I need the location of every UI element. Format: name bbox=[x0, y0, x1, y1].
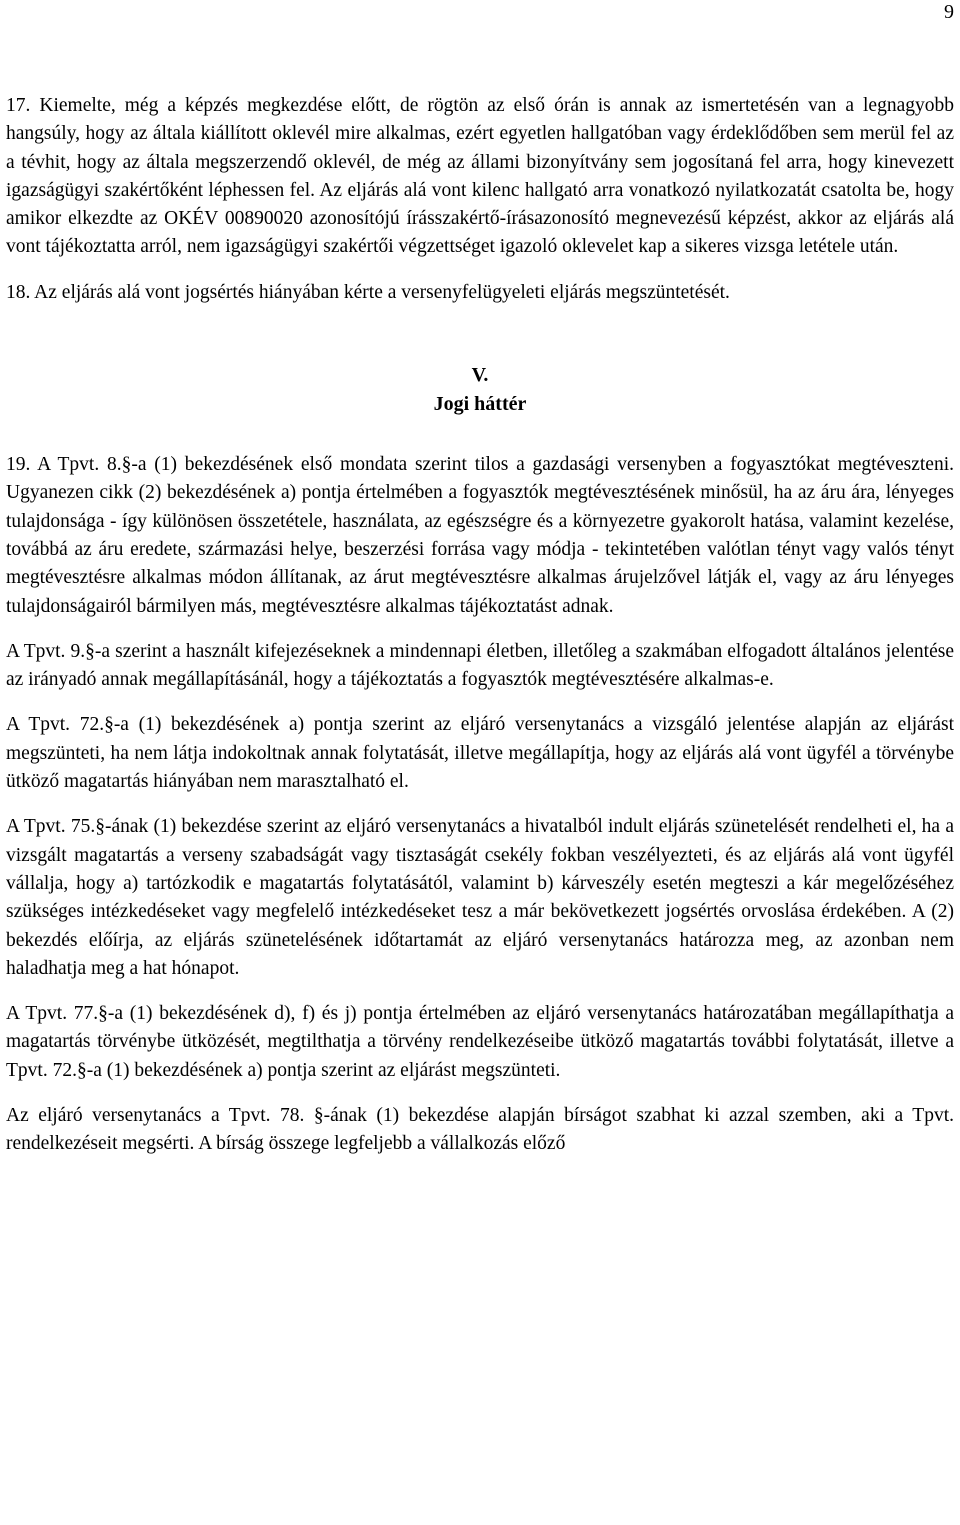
paragraph-tpvt-75: A Tpvt. 75.§-ának (1) bekezdése szerint az eljáró versenytanács a hivatalból indult eljárás szünetelését rendelheti el, ha a vizsgált magatartás a verseny szabadságát vagy tisztaságát csekély fokban veszélyezteti, és az eljárás alá vont ügyfél vállalja, hogy a) tartózkodik e magatartás folytatásától, valamint b) kárveszély esetén megteszi a kár megelőzéséhez szükséges intézkedéseket vagy megfelelő intézkedéseket tesz a már bekövetkezett jogsértés orvoslása érdekében. A (2) bekezdés előírja, az eljárás szünetelésének időtartamát az eljáró versenytanács határozza meg, az azonban nem haladhatja meg a hat hónapot. bbox=[6, 816, 954, 979]
page-number: 9 bbox=[944, 1, 954, 23]
paragraph-tpvt-77: A Tpvt. 77.§-a (1) bekezdésének d), f) és j) pontja értelmében az eljáró versenytanács határozatában megállapíthatja a magatartás törvénybe ütközését, megtilthatja a törvény rendelkezéseibe ütköző magatartás további folytatását, illetve a Tpvt. 72.§-a (1) bekezdésének a) pontja szerint az eljárást megszünteti. bbox=[6, 1003, 954, 1081]
paragraph-tpvt-72: A Tpvt. 72.§-a (1) bekezdésének a) pontja szerint az eljáró versenytanács a vizsgáló jelentése alapján az eljárást megszünteti, ha nem látja indokoltnak annak folytatását, illetve megállapítja, hogy az eljárás alá vont ügyfél a törvénybe ütköző magatartás hiányában nem marasztalható el. bbox=[6, 714, 954, 793]
paragraph-18: 18. Az eljárás alá vont jogsértés hiányában kérte a versenyfelügyeleti eljárás megszüntetését. bbox=[6, 281, 730, 303]
paragraph-17: 17. Kiemelte, még a képzés megkezdése előtt, de rögtön az első órán is annak az ismertetésén van a legnagyobb hangsúly, hogy az általa kiállított oklevél mire alkalmas, ezért egyetlen hallgatóban vagy érdeklődőben sem merül fel az a tévhit, hogy az általa megszerzendő oklevél, de még az állami bizonyítvány sem jogosítaná fel arra, hogy kinevezett igazságügyi szakértőként léphessen fel. Az eljárás alá vont kilenc hallgató arra vonatkozó nyilatkozatát csatolta be, hogy amikor elkezdte az OKÉV 00890020 azonosítójú írásszakértő-írásazonosító megnevezésű képzést, akkor az eljárás alá vont tájékoztatta arról, nem igazságügyi szakértői végzettséget igazoló oklevelet kap a sikeres vizsga letétele után. bbox=[6, 95, 954, 258]
paragraph-tpvt-9: A Tpvt. 9.§-a szerint a használt kifejezéseknek a mindennapi életben, illetőleg a szakmában elfogadott általános jelentése az irányadó annak megállapításánál, hogy a tájékoztatás a fogyasztók megtévesztésére alkalmas-e. bbox=[6, 640, 954, 691]
section-number: V. bbox=[471, 364, 489, 387]
section-heading-block bbox=[6, 361, 954, 419]
section-title: Jogi háttér bbox=[433, 393, 527, 416]
paragraph-tpvt-78: Az eljáró versenytanács a Tpvt. 78. §-ának (1) bekezdése alapján bírságot szabhat ki azzal szemben, aki a Tpvt. rendelkezéseit megsérti. A bírság összege legfeljebb a vállalkozás előző bbox=[6, 1105, 954, 1155]
document-body bbox=[6, 92, 954, 1176]
paragraph-19: 19. A Tpvt. 8.§-a (1) bekezdésének első mondata szerint tilos a gazdasági versenyben a fogyasztókat megtéveszteni. Ugyanezen cikk (2) bekezdésének a) pontja értelmében a fogyasztók megtévesztésének minősül, ha az áru ára, lényeges tulajdonsága - így különösen összetétele, használata, az egészségre és a környezetre gyakorolt hatása, valamint kezelése, továbbá az áru eredete, származási helye, beszerzési forrása vagy módja - tekintetében valótlan tényt vagy valós tényt megtévesztésre alkalmas módon állítanak, az árut megtévesztésre alkalmas árujelzővel látják el, vagy az áru lényeges tulajdonságairól bármilyen más, megtévesztésre alkalmas tájékoztatást adnak. bbox=[6, 454, 954, 617]
